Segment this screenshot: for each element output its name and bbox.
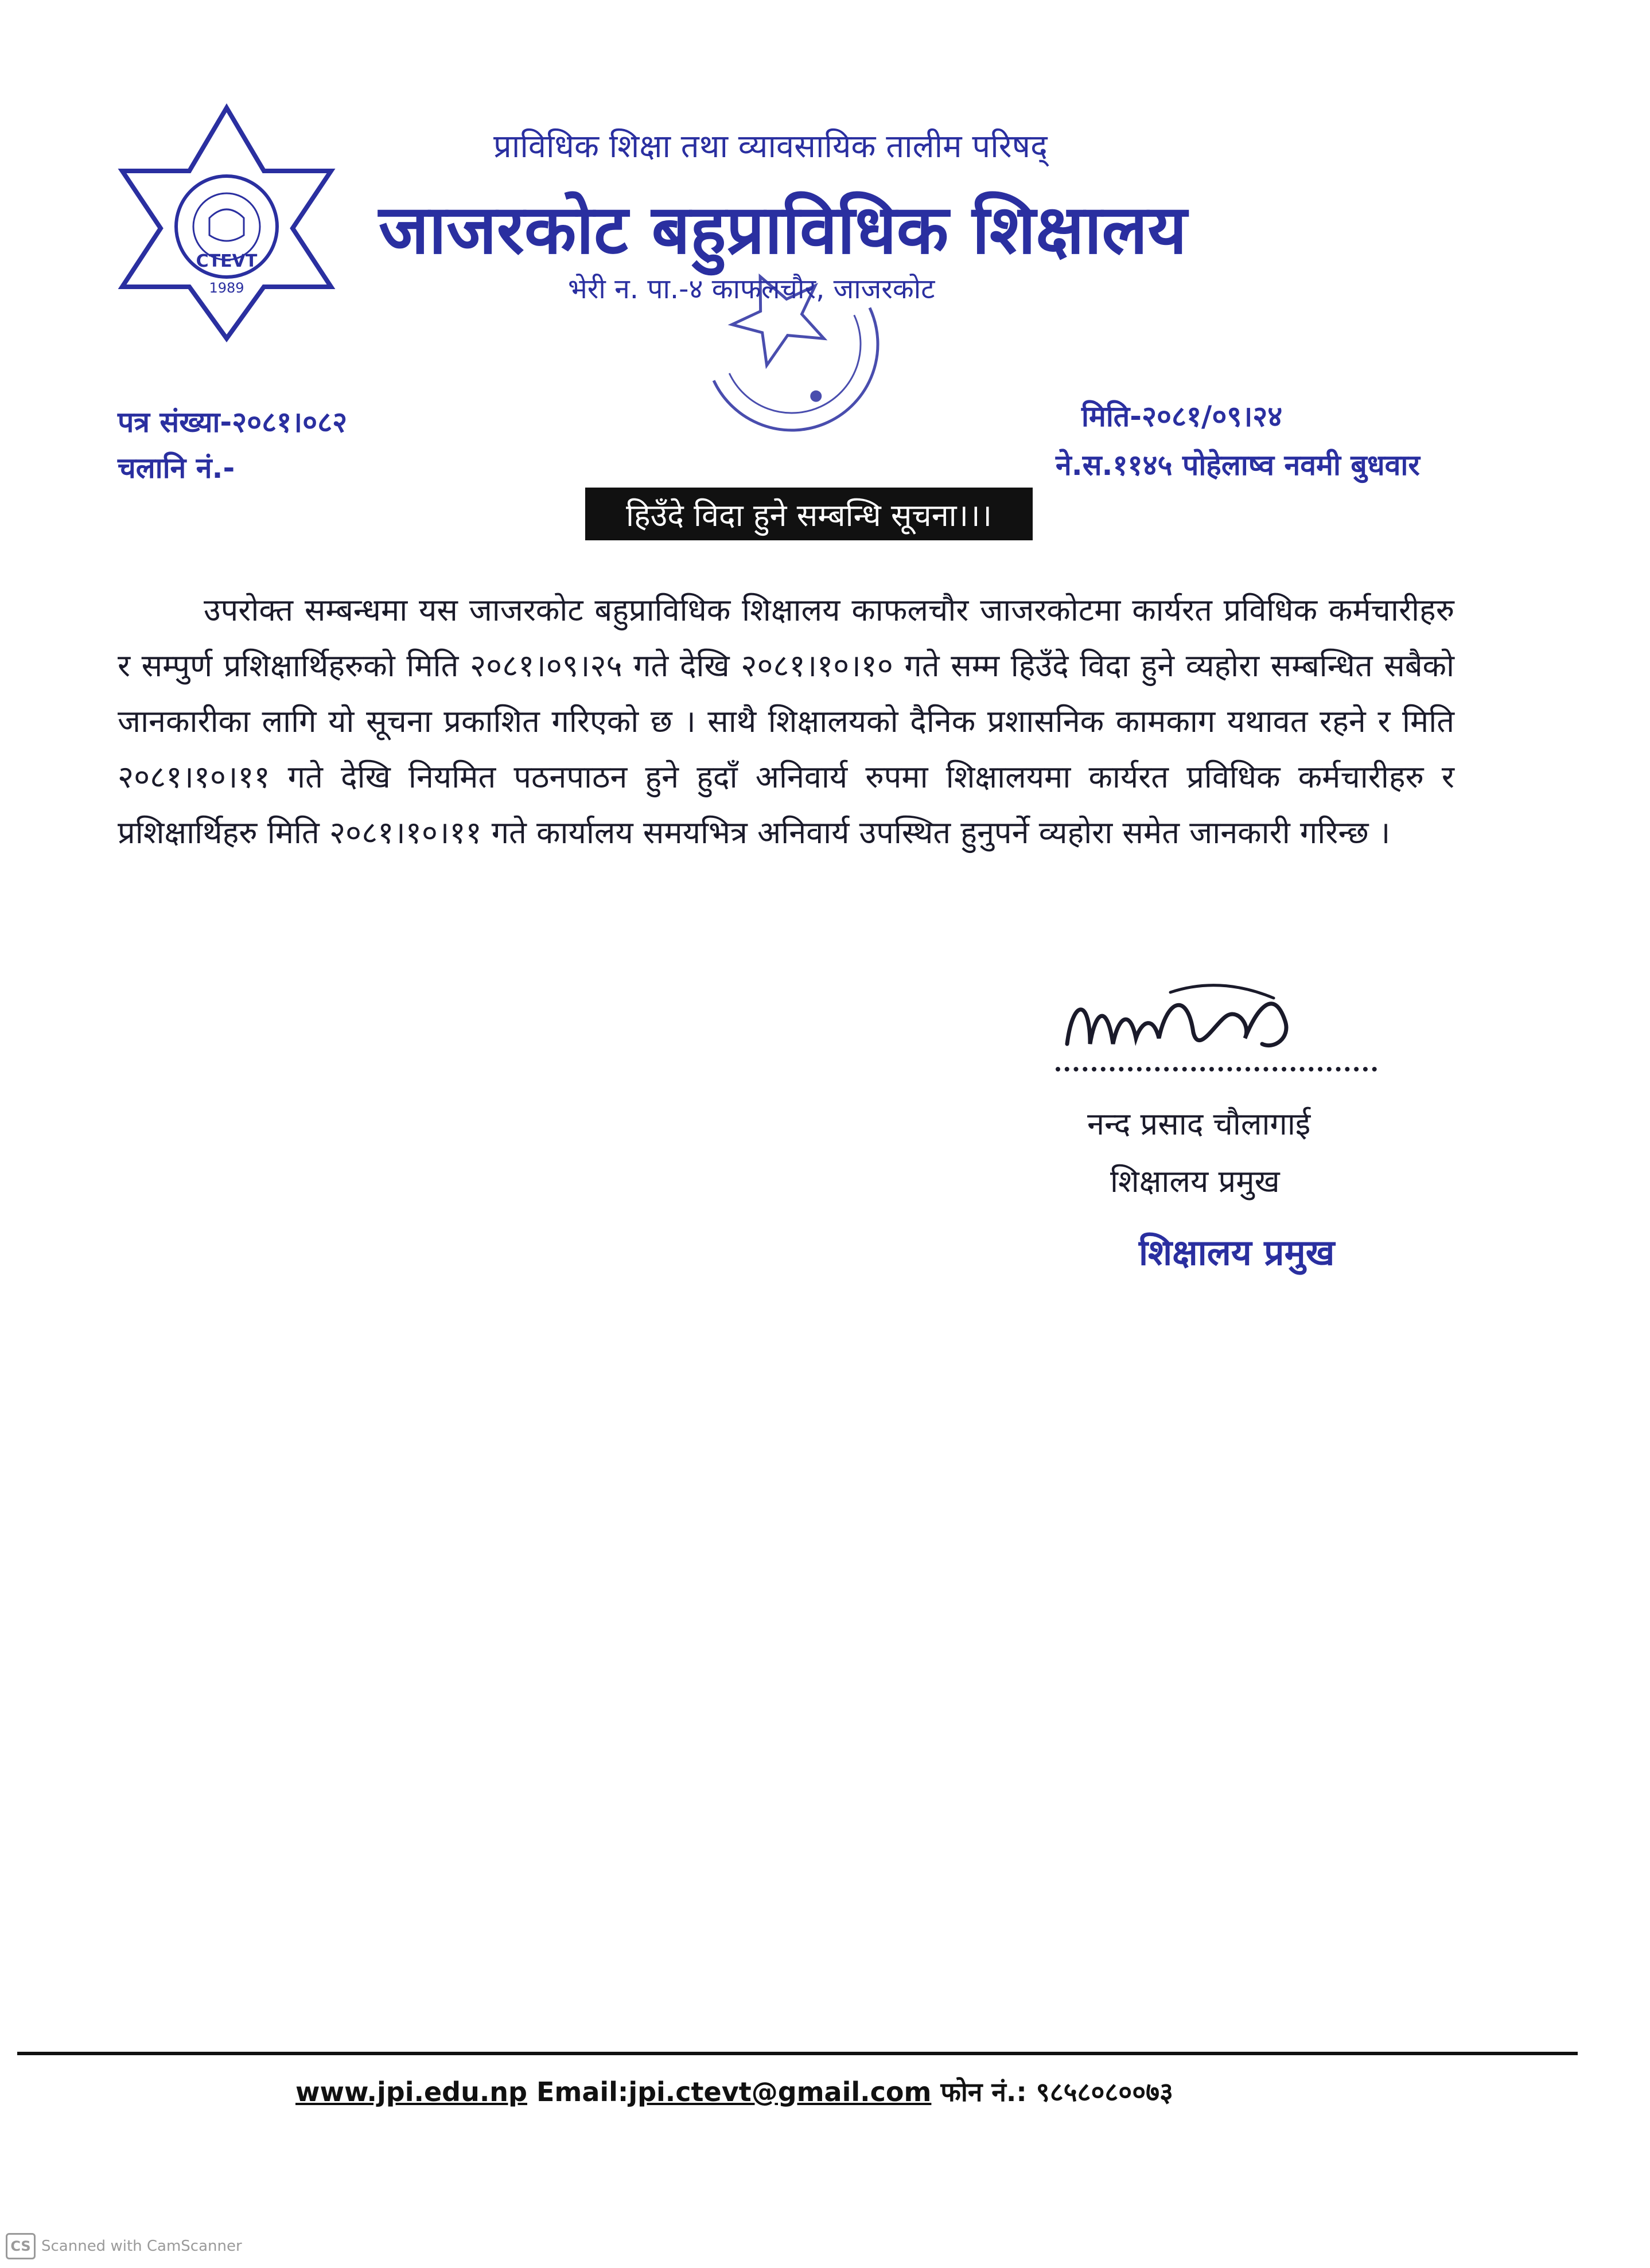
footer-email-link[interactable]: jpi.ctevt@gmail.com: [628, 2076, 932, 2107]
letter-number: पत्र संख्या-२०८१।०८२: [118, 406, 348, 439]
nepal-star-emblem-icon: [118, 103, 336, 344]
scanner-watermark: [6, 2233, 242, 2259]
ctevt-logo: [118, 103, 336, 344]
footer-phone: फोन नं.: ९८५८०८००७३: [940, 2076, 1173, 2107]
office-seal: [671, 229, 912, 459]
letter-date: मिति-२०८१/०९।२४: [1081, 400, 1283, 433]
designation-stamp: शिक्षालय प्रमुख: [1139, 1232, 1335, 1273]
dispatch-number: चलानि नं.-: [118, 451, 235, 485]
watermark-text: Scanned with CamScanner: [41, 2238, 242, 2255]
footer-website-link[interactable]: www.jpi.edu.np: [295, 2076, 527, 2107]
logo-year: 1989: [209, 280, 244, 296]
office-seal-stamp-icon: [671, 229, 912, 459]
institute-address: भेरी न. पा.-४ काफलचौर, जाजरकोट: [568, 273, 935, 305]
footer-contact: [295, 2074, 1173, 2109]
footer-email-label: Email:: [536, 2076, 629, 2107]
signatory-name: नन्द प्रसाद चौलागाई: [1087, 1106, 1311, 1142]
institute-name: जाजरकोट बहुप्राविधिक शिक्षालय: [379, 190, 1187, 269]
camscanner-badge-icon: CS: [6, 2233, 36, 2259]
notice-subject: हिउँदे विदा हुने सम्बन्धि सूचना।।।: [585, 488, 1033, 540]
signature-line: [1056, 1061, 1377, 1071]
council-name: प्राविधिक शिक्षा तथा व्यावसायिक तालीम परिषद्: [493, 128, 1048, 165]
signatory-title: शिक्षालय प्रमुख: [1110, 1163, 1280, 1199]
notice-body: उपरोक्त सम्बन्धमा यस जाजरकोट बहुप्राविधिक शिक्षालय काफलचौर जाजरकोटमा कार्यरत प्रविधिक कर्मचारीहरु र सम्पुर्ण प्रशिक्षार्थिहरुको मिति २०८१।०९।२५ गते देखि २०८१।१०।१० गते सम्म हिउँदे विदा हुने व्यहोरा सम्बन्धित सबैको जानकारीका लागि यो सूचना प्रकाशित गरिएको छ । साथै शिक्षालयको दैनिक प्रशासनिक कामकाग यथावत रहने र मिति २०८१।१०।११ गते देखि नियमित पठनपाठन हुने हुदाँ अनिवार्य रुपमा शिक्षालयमा कार्यरत प्रविधिक कर्मचारीहरु र प्रशिक्षार्थिहरु मिति २०८१।१०।११ गते कार्यालय समयभित्र अनिवार्य उपस्थित हुनुपर्ने व्यहोरा समेत जानकारी गरिन्छ ।: [118, 592, 1454, 851]
footer-divider: [17, 2052, 1578, 2055]
logo-ring-text: CTEVT: [196, 251, 258, 271]
nepal-sambat-date: ने.स.११४५ पोहेलाष्व नवमी बुधवार: [1056, 449, 1420, 482]
